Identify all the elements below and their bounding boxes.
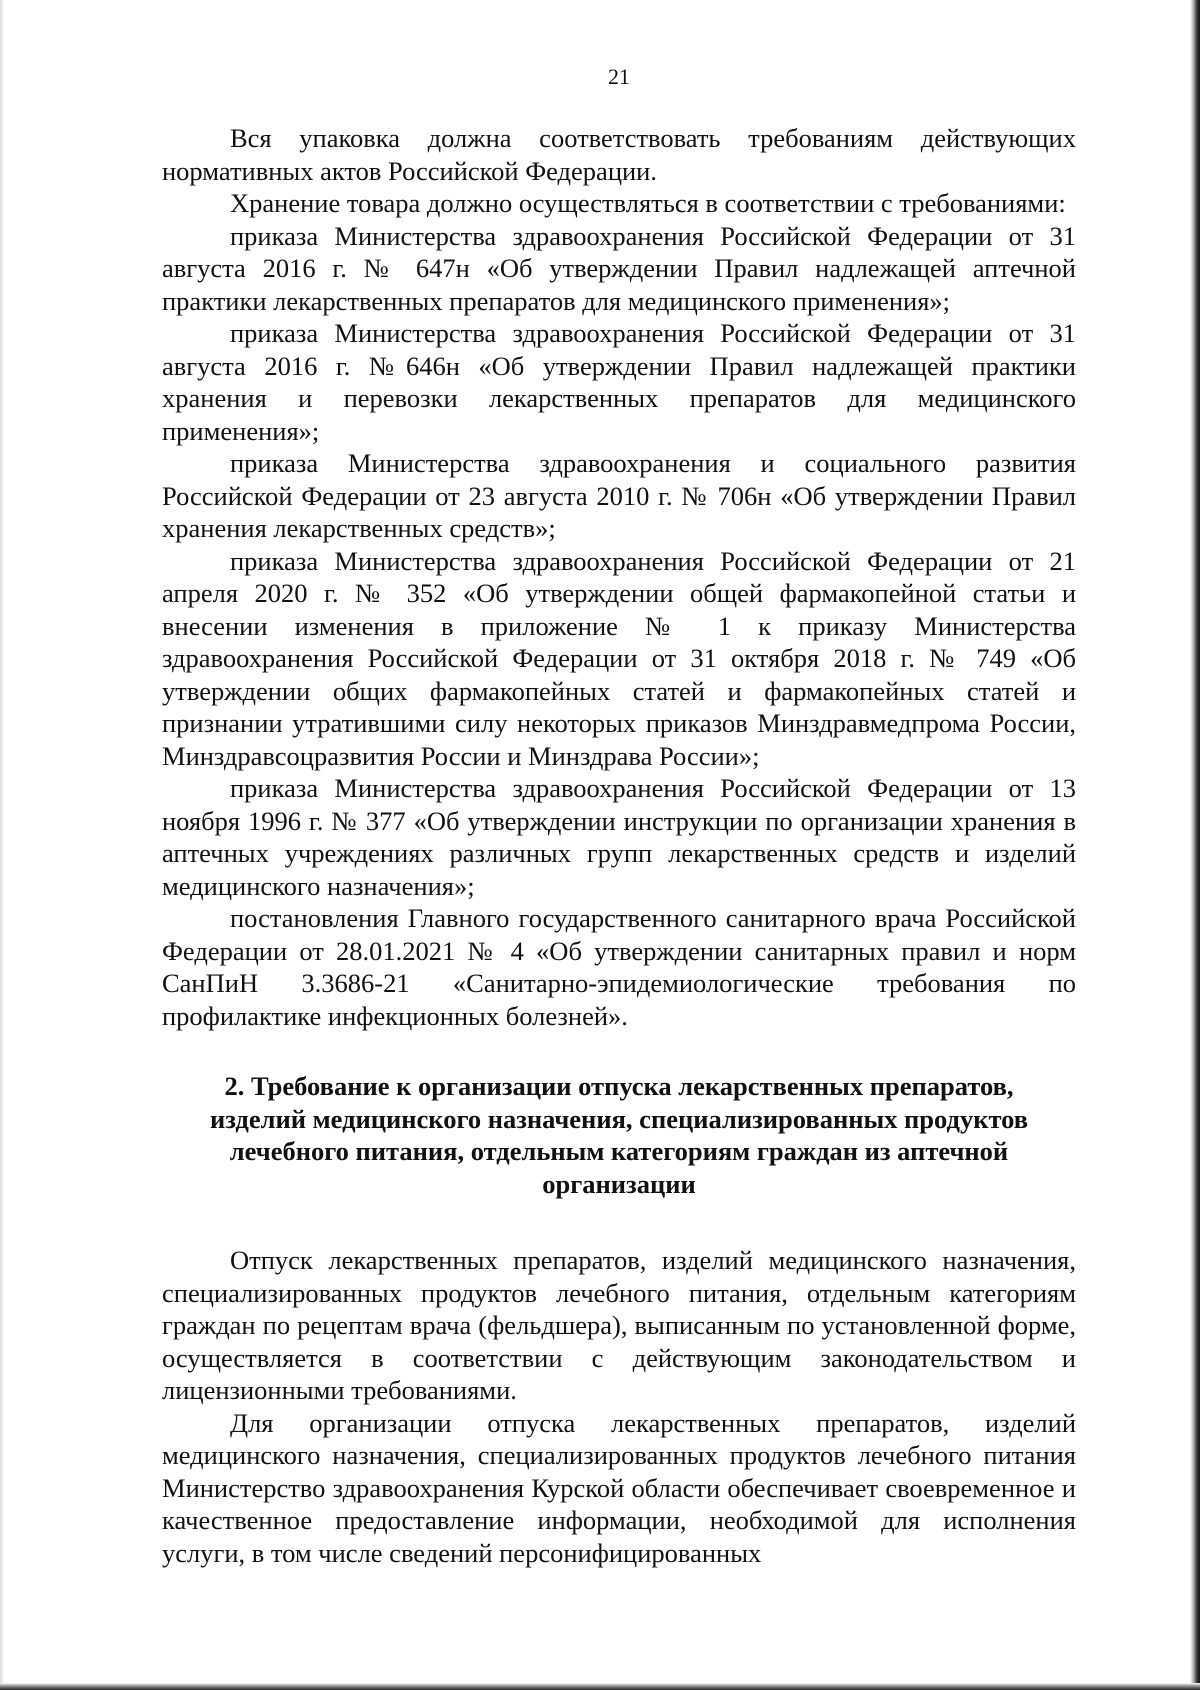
paragraph: постановления Главного государственного санитарного врача Российской Федерации от 28.01.2021 № 4 «Об утверждении санитарных правил и норм СанПиН 3.3686-21 «Санитарно-эпидемиологические требования по профилактике инфекционных болезней». bbox=[162, 903, 1076, 1031]
body-text-before bbox=[162, 122, 1076, 1032]
section-heading: 2. Требование к организации отпуска лекарственных препаратов, изделий медицинского назначения, специализированных продуктов лечебного питания, отдельным категориям граждан из аптечной организации bbox=[209, 1071, 1029, 1199]
body-text-after bbox=[162, 1244, 1076, 1569]
scan-edge-bottom bbox=[0, 1683, 1200, 1690]
paragraph: приказа Министерства здравоохранения и социального развития Российской Федерации от 23 августа 2010 г. № 706н «Об утверждении Правил хранения лекарственных средств»; bbox=[162, 448, 1076, 543]
paragraph: Отпуск лекарственных препаратов, изделий медицинского назначения, специализированных продуктов лечебного питания, отдельным категориям граждан по рецептам врача (фельдшера), выписанным по установленной форме, осуществляется в соответствии с действующим законодательством и лицензионными требованиями. bbox=[162, 1245, 1076, 1405]
paragraph: Хранение товара должно осуществляться в соответствии с требованиями: bbox=[230, 188, 1066, 218]
document-page bbox=[162, 62, 1076, 1569]
scan-edge-right bbox=[1190, 0, 1200, 1690]
paragraph: Вся упаковка должна соответствовать требованиям действующих нормативных актов Российской Федерации. bbox=[162, 123, 1076, 186]
paragraph: Для организации отпуска лекарственных препаратов, изделий медицинского назначения, специализированных продуктов лечебного питания Министерство здравоохранения Курской области обеспечивает своевременное и качественное предоставление информации, необходимой для исполнения услуги, в том числе сведений персонифицированных bbox=[162, 1407, 1076, 1568]
paragraph: приказа Министерства здравоохранения Российской Федерации от 21 апреля 2020 г. № 352 «Об утверждении общей фармакопейной статьи и внесении изменения в приложение № 1 к приказу Министерства здравоохранения Российской Федерации от 31 октября 2018 г. № 749 «Об утверждении общих фармакопейных статей и фармакопейных статей и признании утратившими силу некоторых приказов Минздравмедпрома России, Минздравсоцразвития России и Минздрава России»; bbox=[162, 545, 1076, 771]
paragraph: приказа Министерства здравоохранения Российской Федерации от 31 августа 2016 г. № 647н «Об утверждении Правил надлежащей аптечной практики лекарственных препаратов для медицинского применения»; bbox=[162, 220, 1076, 316]
page-number: 21 bbox=[608, 64, 630, 89]
paragraph: приказа Министерства здравоохранения Российской Федерации от 13 ноября 1996 г. № 377 «Об утверждении инструкции по организации хранения в аптечных учреждениях различных групп лекарственных средств и изделий медицинского назначения»; bbox=[162, 773, 1076, 901]
scan-edge-left bbox=[0, 0, 4, 1690]
paragraph: приказа Министерства здравоохранения Российской Федерации от 31 августа 2016 г. №646н «Об утверждении Правил надлежащей практики хранения и перевозки лекарственных препаратов для медицинского применения»; bbox=[162, 318, 1076, 446]
